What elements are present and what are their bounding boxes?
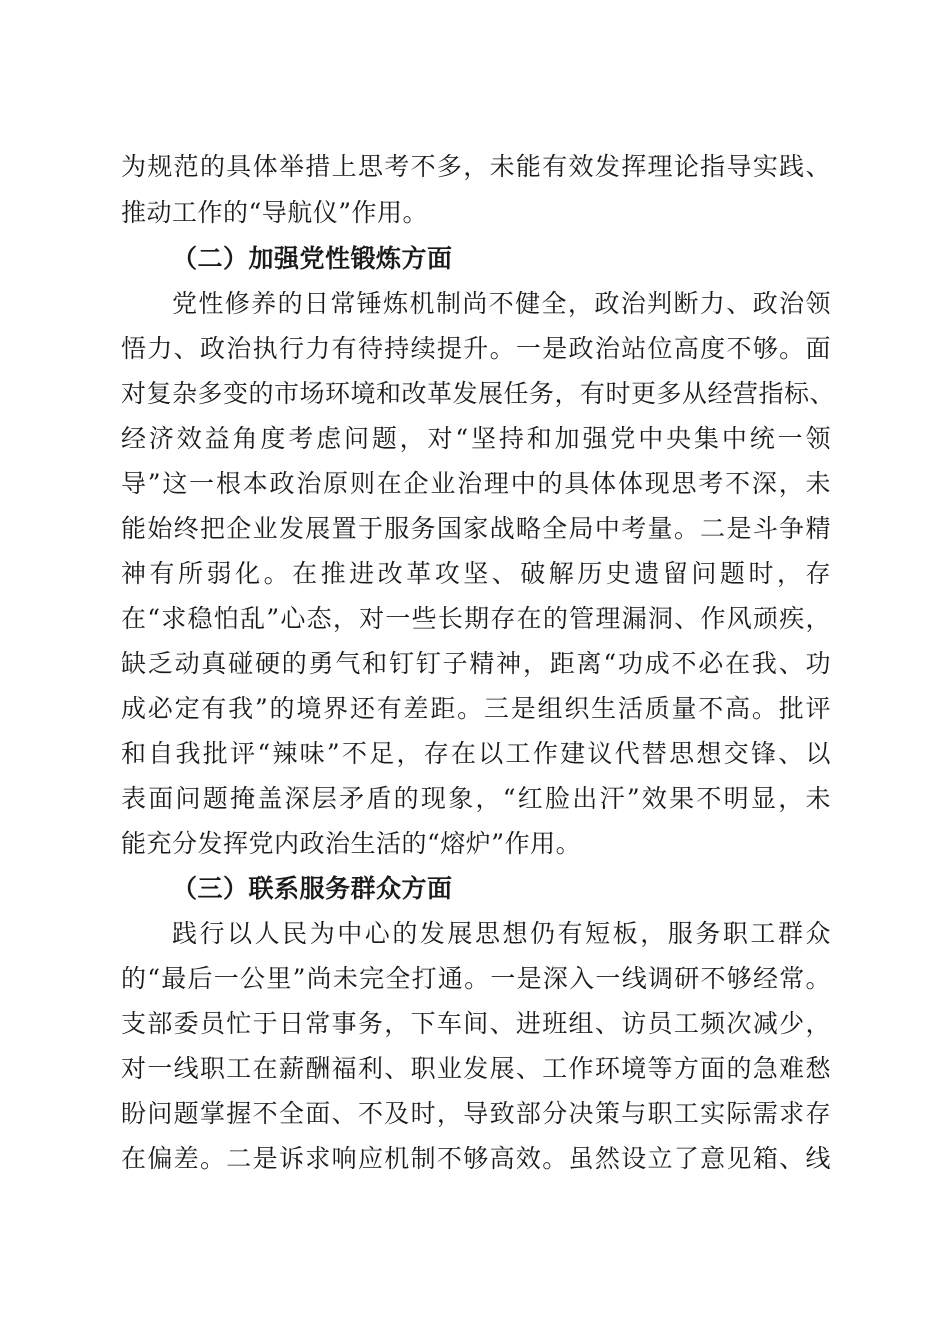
paragraph-line: 在“求稳怕乱”心态，对一些长期存在的管理漏洞、作风顽疾， xyxy=(121,604,831,633)
section-heading: （二）加强党性锻炼方面 xyxy=(172,244,453,273)
paragraph-line: 经济效益角度考虑问题，对“坚持和加强党中央集中统一领 xyxy=(121,424,831,453)
paragraph-line: 对一线职工在薪酬福利、职业发展、工作环境等方面的急难愁 xyxy=(121,1054,831,1083)
paragraph-line: 悟力、政治执行力有待持续提升。一是政治站位高度不够。面 xyxy=(121,334,831,363)
paragraph-line: 支部委员忙于日常事务，下车间、进班组、访员工频次减少， xyxy=(121,1009,831,1038)
paragraph-line: 为规范的具体举措上思考不多，未能有效发挥理论指导实践、 xyxy=(121,152,831,181)
paragraph-line: 盼问题掌握不全面、不及时，导致部分决策与职工实际需求存 xyxy=(121,1099,831,1128)
paragraph-line: 对复杂多变的市场环境和改革发展任务，有时更多从经营指标、 xyxy=(121,379,836,408)
paragraph-line: 神有所弱化。在推进改革攻坚、破解历史遗留问题时，存 xyxy=(121,559,831,588)
paragraph-line: 能始终把企业发展置于服务国家战略全局中考量。二是斗争精 xyxy=(121,514,831,543)
paragraph-line: 导”这一根本政治原则在企业治理中的具体体现思考不深，未 xyxy=(121,469,831,498)
paragraph-line: 党性修养的日常锤炼机制尚不健全，政治判断力、政治领 xyxy=(172,289,831,318)
paragraph-line: 在偏差。二是诉求响应机制不够高效。虽然设立了意见箱、线 xyxy=(121,1144,831,1173)
paragraph-line: 践行以人民为中心的发展思想仍有短板，服务职工群众 xyxy=(172,919,831,948)
section-heading: （三）联系服务群众方面 xyxy=(172,874,453,903)
paragraph-line: 和自我批评“辣味”不足，存在以工作建议代替思想交锋、以 xyxy=(121,739,831,768)
paragraph-line: 的“最后一公里”尚未完全打通。一是深入一线调研不够经常。 xyxy=(121,964,831,993)
paragraph-line: 能充分发挥党内政治生活的“熔炉”作用。 xyxy=(121,829,582,858)
paragraph-line: 表面问题掩盖深层矛盾的现象，“红脸出汗”效果不明显，未 xyxy=(121,784,831,813)
paragraph-line: 推动工作的“导航仪”作用。 xyxy=(121,198,429,227)
paragraph-line: 成必定有我”的境界还有差距。三是组织生活质量不高。批评 xyxy=(121,694,831,723)
paragraph-line: 缺乏动真碰硬的勇气和钉钉子精神，距离“功成不必在我、功 xyxy=(121,649,831,678)
